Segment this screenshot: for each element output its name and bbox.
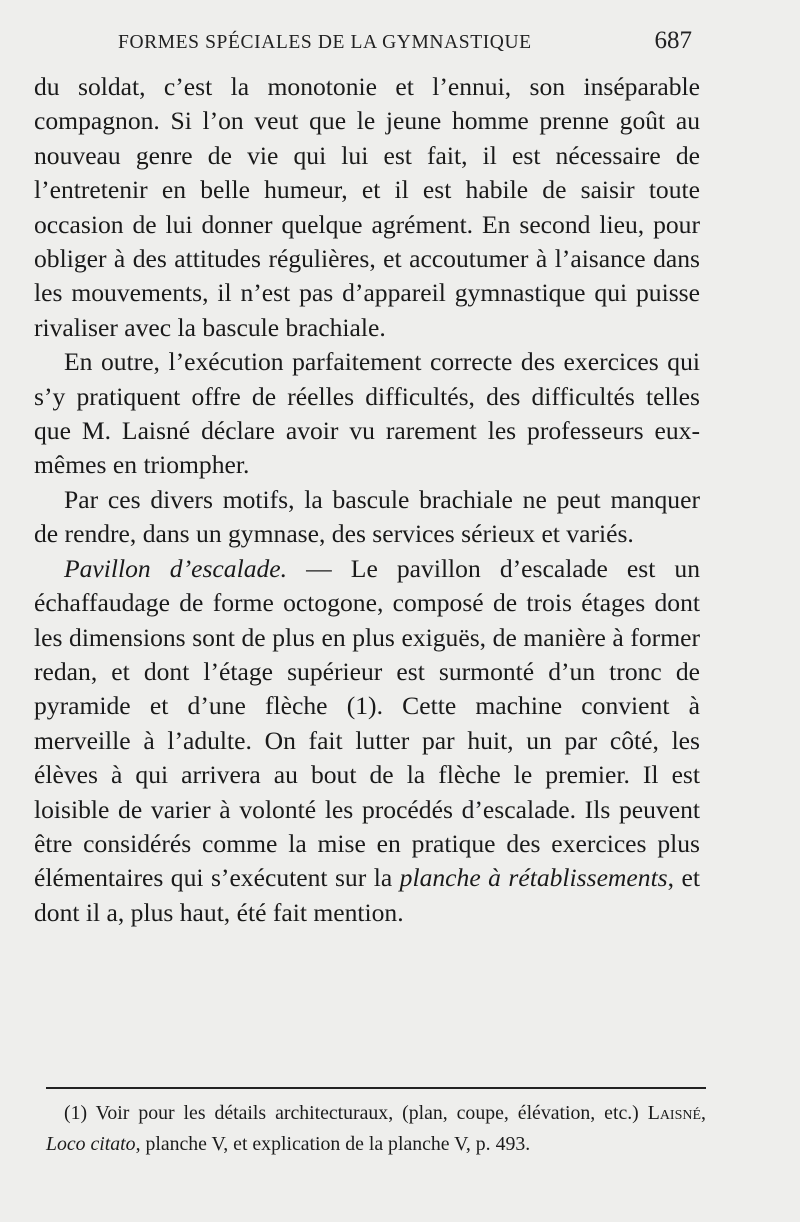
section-title: Pavillon d’escalade.: [64, 553, 288, 583]
paragraph-4-emphasis: planche à rétablissements: [399, 863, 668, 893]
footnote-marker: (1): [64, 1102, 88, 1124]
page-number: 687: [654, 27, 692, 54]
footnote-loco: Loco citato: [46, 1132, 136, 1155]
paragraph-4-text-b: , et dont il a, plus haut, été fait mention.: [34, 863, 700, 927]
running-head: FORMES SPÉCIALES DE LA GYMNASTIQUE: [118, 32, 532, 53]
footnote-text-a: Voir pour les détails architecturaux, (plan, coupe, élévation, etc.): [87, 1102, 648, 1124]
footnote: [46, 1098, 706, 1159]
body-text: [34, 70, 700, 930]
paragraph-4: [34, 552, 700, 930]
paragraph-3: Par ces divers motifs, la bascule brachiale ne peut manquer de rendre, dans un gymnase, des services sérieux et variés.: [34, 484, 700, 549]
paragraph-1: du soldat, c’est la monotonie et l’ennui, son inséparable compagnon. Si l’on veut que le jeune homme prenne goût au nouveau genre de vie qui lui est fait, il est nécessaire de l’entretenir en belle humeur, et il est habile de saisir toute occasion de lui donner quelque agrément. En second lieu, pour obliger à des attitudes régulières, et accoutumer à l’aisance dans les mouvements, il n’est pas d’appareil gymnastique qui puisse rivaliser avec la bascule brachiale.: [34, 72, 700, 342]
footnote-author: Laisné: [647, 1102, 702, 1124]
paragraph-4-text-a: — Le pavillon d’escalade est un échaffaudage de forme octogone, composé de trois étages dont les dimensions sont de plus en plus exiguës, de manière à former redan, et dont l’étage supérieur est surmonté d’un tronc de pyramide et d’une flèche (1). Cette machine convient à merveille à l’adulte. On fait lutter par huit, un par côté, les élèves à qui arrivera au bout de la flèche le premier. Il est loisible de varier à volonté les procédés d’escalade. Ils peuvent être considérés comme la mise en pratique des exercices plus élémentaires qui s’exécutent sur la: [34, 553, 701, 893]
paragraph-2: En outre, l’exécution parfaitement correcte des exercices qui s’y pratiquent offre de réelles difficultés, des difficultés telles que M. Laisné déclare avoir vu rarement les professeurs eux-mêmes en triompher.: [34, 347, 700, 480]
footnote-text-c: , planche V, et explication de la planche V, p. 493.: [135, 1132, 531, 1155]
footnote-text-b: ,: [701, 1102, 706, 1124]
footnote-rule: [46, 1087, 706, 1089]
